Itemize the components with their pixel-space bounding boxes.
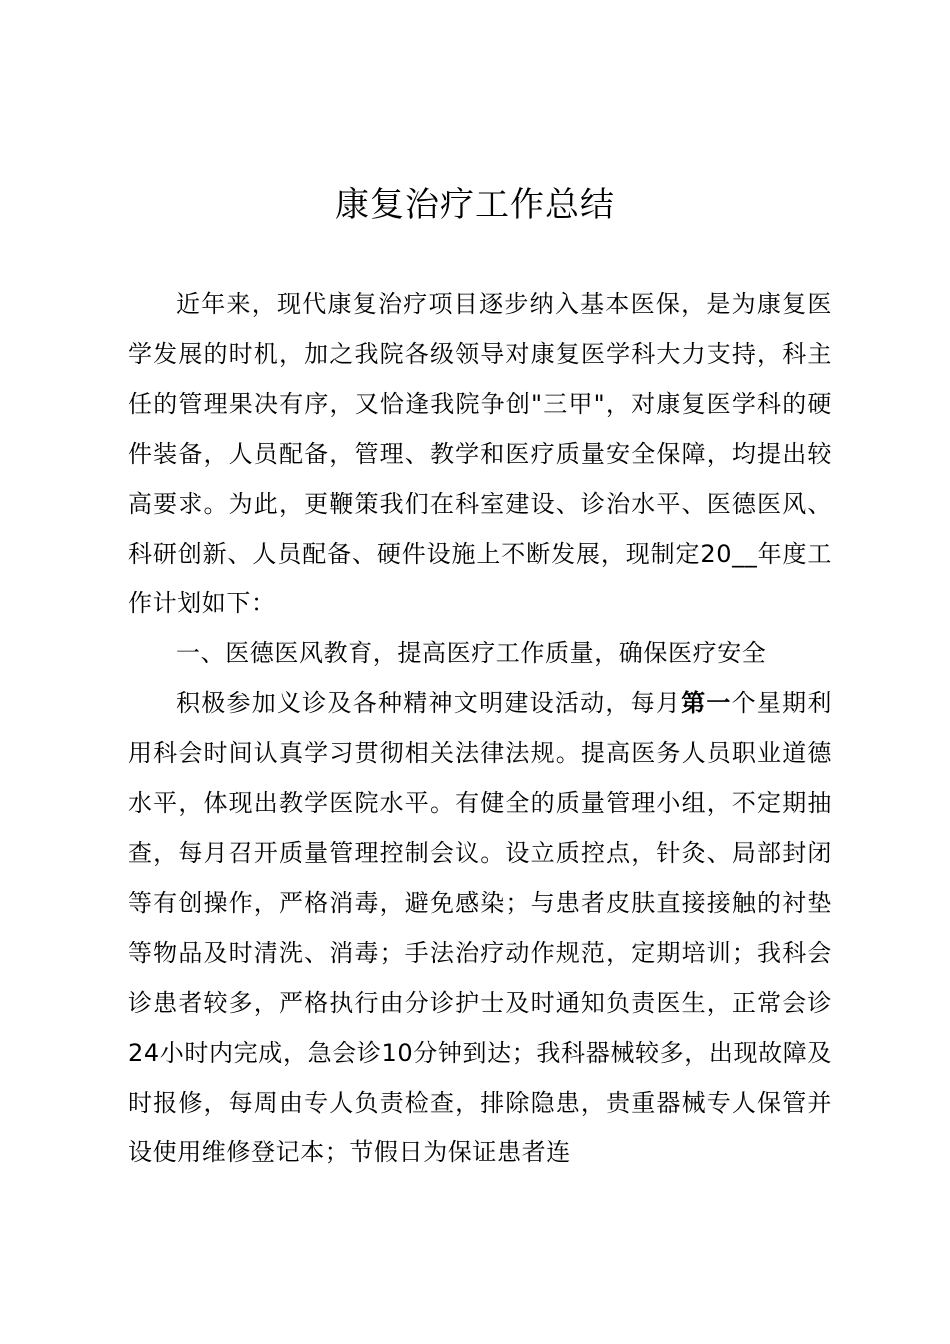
section-paragraph-bold-text: 第一 — [681, 689, 732, 718]
section-paragraph-text-1: 积极参加义诊及各种精神文明建设活动，每月 — [176, 689, 682, 718]
section-paragraph — [128, 679, 832, 1178]
intro-paragraph: 近年来，现代康复治疗项目逐步纳入基本医保，是为康复医学发展的时机，加之我院各级领导对康复医学科大力支持，科主任的管理果决有序，又恰逢我院争创"三甲"，对康复医学科的硬件装备，人员配备，管理、教学和医疗质量安全保障，均提出较高要求。为此，更鞭策我们在科室建设、诊治水平、医德医风、科研创新、人员配备、硬件设施上不断发展，现制定20__年度工作计划如下： — [128, 290, 832, 618]
document-body — [128, 280, 832, 1178]
document-title: 康复治疗工作总结 — [335, 185, 615, 225]
section-paragraph-text-2: 个星期利用科会时间认真学习贯彻相关法律法规。提高医务人员职业道德水平，体现出教学医院水平。有健全的质量管理小组，不定期抽查，每月召开质量管理控制会议。设立质控点，针灸、局部封闭等有创操作，严格消毒，避免感染；与患者皮肤直接接触的衬垫等物品及时清洗、消毒；手法治疗动作规范，定期培训；我科会诊患者较多，严格执行由分诊护士及时通知负责医生，正常会诊24小时内完成，急会诊10分钟到达；我科器械较多，出现故障及时报修，每周由专人负责检查，排除隐患，贵重器械专人保管并设使用维修登记本；节假日为保证患者连 — [128, 689, 833, 1167]
section-heading: 一、医德医风教育，提高医疗工作质量，确保医疗安全 — [176, 639, 767, 668]
